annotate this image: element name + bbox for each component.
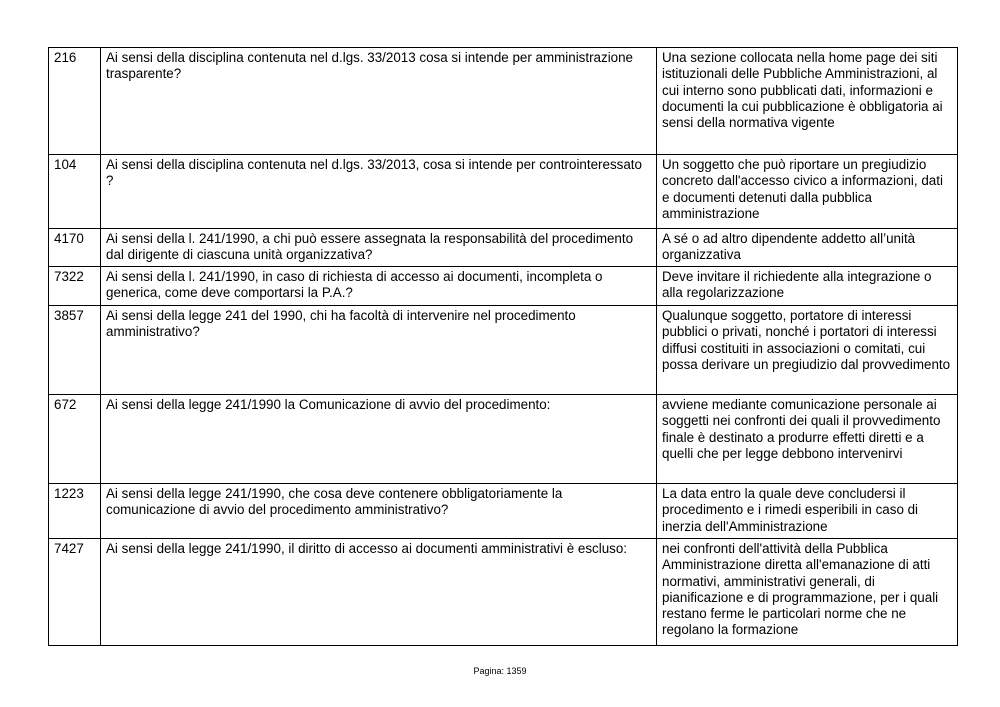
answer-text: Un soggetto che può riportare un pregiudizio concreto dall'accesso civico a informazioni, dati e documenti detenuti dalla pubblica amministrazione (657, 155, 958, 229)
question-text: Ai sensi della disciplina contenuta nel d.lgs. 33/2013 cosa si intende per amministrazione trasparente? (101, 48, 657, 155)
answer-text: Qualunque soggetto, portatore di interessi pubblici o privati, nonché i portatori di interessi diffusi costituiti in associazioni o comitati, cui possa derivare un pregiudizio dal provvedimento (657, 306, 958, 395)
question-id: 672 (49, 395, 101, 484)
question-text: Ai sensi della legge 241/1990, il diritto di accesso ai documenti amministrativi è escluso: (101, 539, 657, 646)
answer-text: Una sezione collocata nella home page dei siti istituzionali delle Pubbliche Amministrazioni, al cui interno sono pubblicati dati, informazioni e documenti la cui pubblicazione è obbligatoria ai sensi della normativa vigente (657, 48, 958, 155)
question-text: Ai sensi della legge 241/1990 la Comunicazione di avvio del procedimento: (101, 395, 657, 484)
questions-table (48, 47, 958, 646)
question-id: 1223 (49, 484, 101, 539)
table-row (49, 48, 958, 155)
table-row (49, 155, 958, 229)
answer-text: nei confronti dell'attività della Pubblica Amministrazione diretta all'emanazione di atti normativi, amministrativi generali, di pianificazione e di programmazione, per i quali restano ferme le particolari norme che ne regolano la formazione (657, 539, 958, 646)
table-row (49, 539, 958, 646)
question-id: 4170 (49, 229, 101, 267)
question-id: 104 (49, 155, 101, 229)
question-text: Ai sensi della l. 241/1990, in caso di richiesta di accesso ai documenti, incompleta o generica, come deve comportarsi la P.A.? (101, 267, 657, 306)
answer-text: Deve invitare il richiedente alla integrazione o alla regolarizzazione (657, 267, 958, 306)
answer-text: avviene mediante comunicazione personale ai soggetti nei confronti dei quali il provvedimento finale è destinato a produrre effetti diretti e a quelli che per legge debbono intervenirvi (657, 395, 958, 484)
table-row (49, 484, 958, 539)
table-row (49, 229, 958, 267)
table-row (49, 267, 958, 306)
table-row (49, 395, 958, 484)
page-number: Pagina: 1359 (473, 666, 527, 676)
question-text: Ai sensi della l. 241/1990, a chi può essere assegnata la responsabilità del procedimento dal dirigente di ciascuna unità organizzativa? (101, 229, 657, 267)
question-id: 7427 (49, 539, 101, 646)
question-text: Ai sensi della legge 241 del 1990, chi ha facoltà di intervenire nel procedimento amministrativo? (101, 306, 657, 395)
table-row (49, 306, 958, 395)
question-id: 7322 (49, 267, 101, 306)
question-text: Ai sensi della disciplina contenuta nel d.lgs. 33/2013, cosa si intende per controinteressato ? (101, 155, 657, 229)
answer-text: A sé o ad altro dipendente addetto all’unità organizzativa (657, 229, 958, 267)
question-text: Ai sensi della legge 241/1990, che cosa deve contenere obbligatoriamente la comunicazione di avvio del procedimento amministrativo? (101, 484, 657, 539)
question-id: 3857 (49, 306, 101, 395)
question-id: 216 (49, 48, 101, 155)
answer-text: La data entro la quale deve concludersi il procedimento e i rimedi esperibili in caso di inerzia dell'Amministrazione (657, 484, 958, 539)
